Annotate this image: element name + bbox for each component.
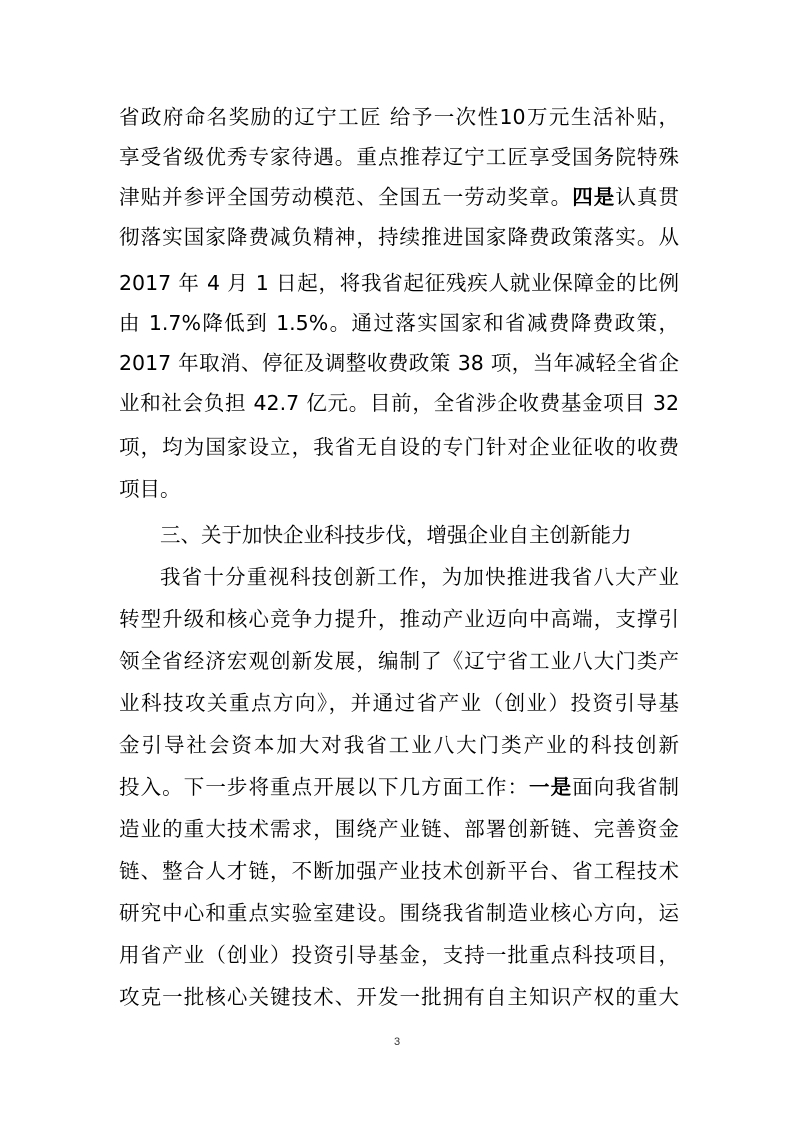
section-heading: 三、关于加快企业科技步伐，增强企业自主创新能力	[160, 523, 632, 547]
body-line-6: 由 1.7%降低到 1.5%。通过落实国家和省减费降费政策，	[119, 311, 679, 335]
body-line-21: 用省产业（创业）投资引导基金，支持一批重点科技项目，	[119, 943, 679, 967]
body-line-5: 2017 年 4 月 1 日起，将我省起征残疾人就业保障金的比例	[119, 271, 679, 295]
body-line-17	[119, 767, 679, 807]
bold-keyword-si-shi: 四是	[572, 185, 616, 209]
body-line-15: 业科技攻关重点方向》，并通过省产业（创业）投资引导基	[119, 691, 679, 715]
line-3-text-before: 津贴并参评全国劳动模范、全国五一劳动奖章。	[119, 185, 573, 209]
body-line-8: 业和社会负担 42.7 亿元。目前，全省涉企收费基金项目 32	[119, 391, 679, 415]
body-line-13: 转型升级和核心竞争力提升，推动产业迈向中高端，支撑引	[119, 607, 679, 631]
page-number: 3	[393, 1036, 401, 1048]
body-line-16: 金引导社会资本加大对我省工业八大门类产业的科技创新	[119, 733, 679, 757]
line-17-text-before: 投入。下一步将重点开展以下几方面工作：	[119, 775, 530, 799]
line-17-text-after: 面向我省制	[572, 775, 680, 799]
body-line-20: 研究中心和重点实验室建设。围绕我省制造业核心方向，运	[119, 901, 679, 925]
body-line-10: 项目。	[119, 477, 181, 501]
body-line-19: 链、整合人才链，不断加强产业技术创新平台、省工程技术	[119, 859, 679, 883]
body-line-14: 领全省经济宏观创新发展，编制了《辽宁省工业八大门类产	[119, 649, 679, 673]
body-line-1: 省政府命名奖励的辽宁工匠 给予一次性10万元生活补贴，	[119, 105, 679, 129]
body-line-2: 享受省级优秀专家待遇。重点推荐辽宁工匠享受国务院特殊	[119, 145, 679, 169]
body-line-4: 彻落实国家降费减负精神，持续推进国家降费政策落实。从	[119, 225, 679, 249]
body-line-12: 我省十分重视科技创新工作，为加快推进我省八大产业	[160, 565, 679, 589]
line-3-text-after: 认真贯	[615, 185, 680, 209]
body-line-22: 攻克一批核心关键技术、开发一批拥有自主知识产权的重大	[119, 985, 679, 1009]
bold-keyword-yi-shi: 一是	[529, 775, 573, 799]
body-line-7: 2017 年取消、停征及调整收费政策 38 项，当年减轻全省企	[119, 351, 679, 375]
body-line-3	[119, 177, 679, 217]
body-line-18: 造业的重大技术需求，围绕产业链、部署创新链、完善资金	[119, 817, 679, 841]
body-line-9: 项，均为国家设立，我省无自设的专门针对企业征收的收费	[119, 435, 679, 459]
